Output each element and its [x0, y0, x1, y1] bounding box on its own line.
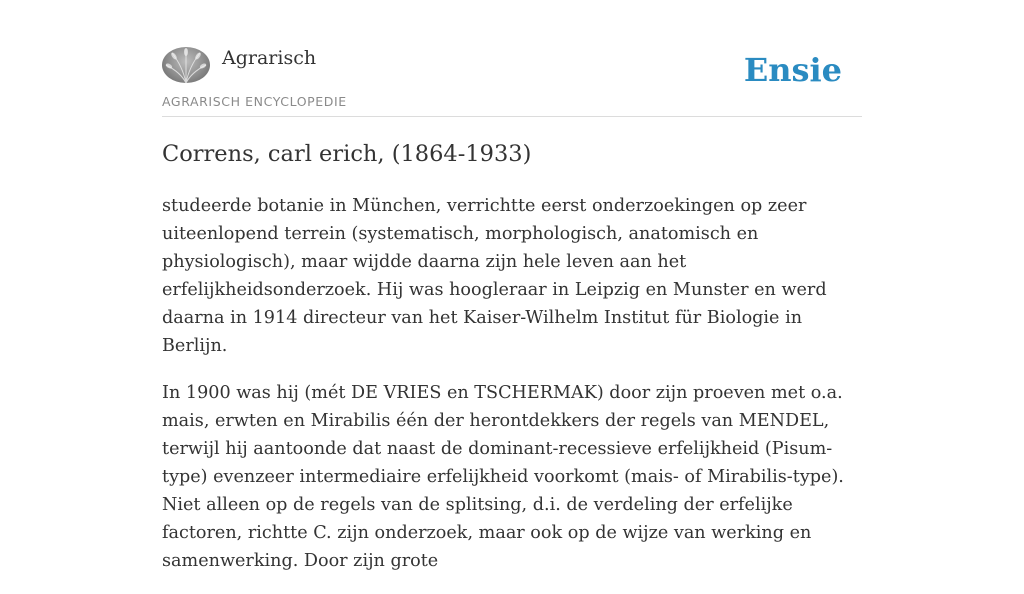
wheat-logo-icon[interactable] — [162, 47, 210, 83]
site-header — [162, 44, 862, 117]
publication-name[interactable]: Agrarisch — [222, 47, 317, 69]
article-paragraph: In 1900 was hij (mét DE VRIES en TSCHERMAK) door zijn proeven met o.a. mais, erwten en Mirabilis één der herontdekkers der regels van MENDEL, terwijl hij aantoonde dat naast de dominant-recessieve erfelijkheid (Pisum-type) evenzeer intermediaire erfelijkheid voorkomt (mais- of Mirabilis-type). Niet alleen op de regels van de splitsing, d.i. de verdeling der erfelijke factoren, richtte C. zijn onderzoek, maar ook op de wijze van werking en samenwerking. Door zijn grote — [162, 383, 844, 571]
ensie-brand-link[interactable]: Ensie — [743, 51, 842, 89]
article-body — [162, 192, 862, 594]
publication-subtitle: AGRARISCH ENCYCLOPEDIE — [162, 94, 347, 109]
article-paragraph: studeerde botanie in München, verrichtte eerst onderzoekingen op zeer uiteenlopend terrein (systematisch, morphologisch, anatomisch en physiologisch), maar wijdde daarna zijn hele leven aan het erfelijkheidsonderzoek. Hij was hoogleraar in Leipzig en Munster en werd daarna in 1914 directeur van het Kaiser-Wilhelm Institut für Biologie in Berlijn. — [162, 196, 827, 356]
article-title: Correns, carl erich, (1864-1933) — [162, 141, 532, 167]
